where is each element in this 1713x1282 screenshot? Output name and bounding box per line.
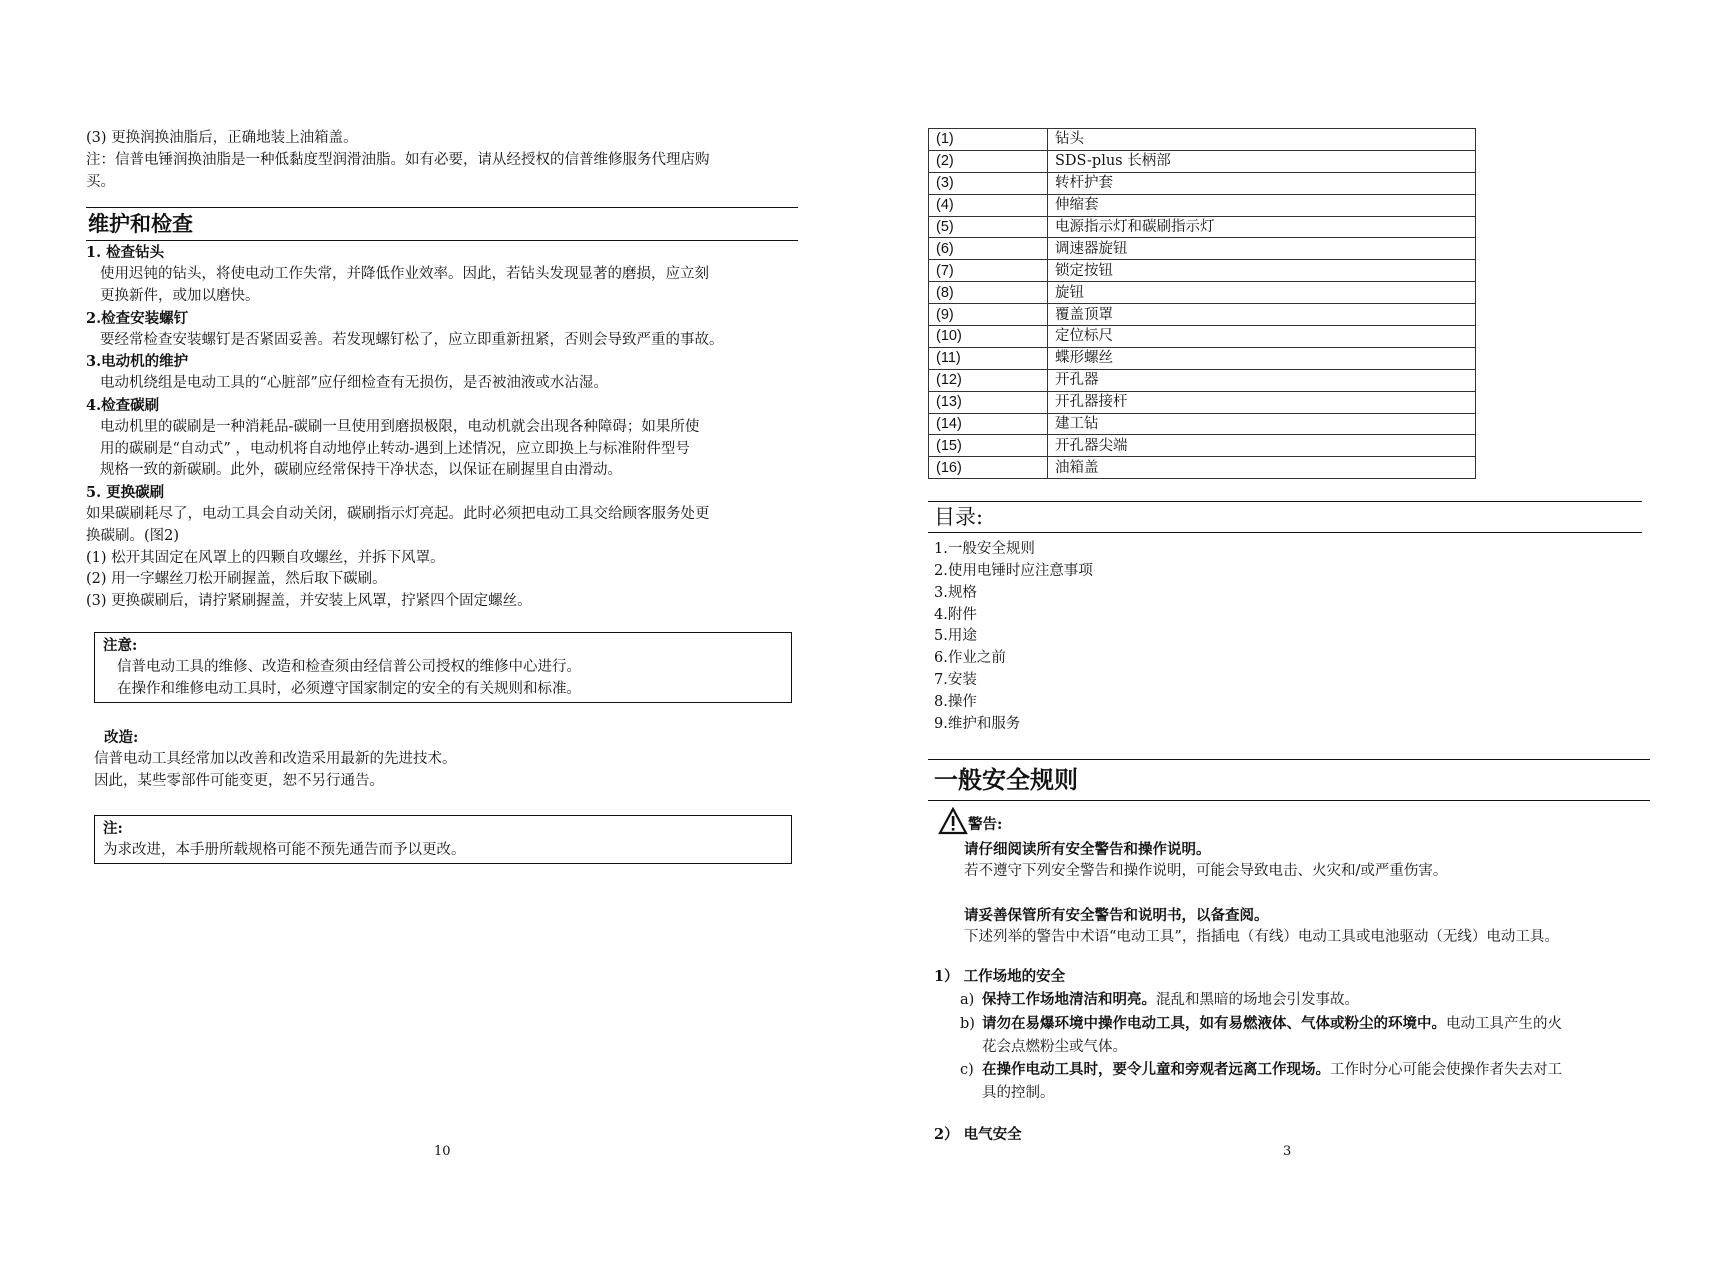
- parts-table: [928, 128, 1476, 479]
- intro-line: 买。: [86, 173, 115, 190]
- item-line: 使用迟钝的钻头，将使电动工作失常，并降低作业效率。因此，若钻头发现显著的磨损，应立刻: [100, 266, 709, 283]
- replace-line: 换碳刷。(图2): [86, 527, 180, 544]
- notice-box: [94, 632, 792, 703]
- part-name: 旋钮: [1048, 282, 1476, 304]
- table-row: [929, 216, 1476, 238]
- part-name: 油箱盖: [1048, 457, 1476, 479]
- item-line: 电动机里的碳刷是一种消耗品-碳刷一旦使用到磨损极限，电动机就会出现各种障碍；如果所使: [100, 418, 700, 435]
- part-name: 调速器旋钮: [1048, 238, 1476, 260]
- page-number-right: 3: [1283, 1144, 1292, 1159]
- toc-item: 9.维护和服务: [934, 715, 1021, 732]
- item-line: 电动机绕组是电动工具的“心脏部”应仔细检查有无损伤，是否被油液或水沾湿。: [100, 375, 608, 392]
- part-number: (10): [929, 326, 1048, 348]
- toc-item: 2.使用电锤时应注意事项: [934, 563, 1093, 580]
- item-line: 规格一致的新碳刷。此外，碳刷应经常保持干净状态，以保证在刷握里自由滑动。: [100, 462, 622, 479]
- list-item-cont: 花会点燃粉尘或气体。: [982, 1039, 1127, 1056]
- intro-line: (3) 更换润换油脂后，正确地装上油箱盖。: [86, 130, 358, 146]
- list-item: [960, 988, 1650, 1012]
- replace-line: 如果碳刷耗尽了，电动工具会自动关闭，碳刷指示灯亮起。此时必须把电动工具交给顾客服务处更: [86, 505, 710, 522]
- list-item-cont: 具的控制。: [982, 1085, 1055, 1102]
- part-number: (16): [929, 457, 1048, 479]
- toc-list: [928, 539, 1642, 735]
- part-number: (2): [929, 150, 1048, 172]
- modification-block: [94, 727, 798, 792]
- work-items: [934, 988, 1650, 1104]
- item-line: 要经常检查安装螺钉是否紧固妥善。若发现螺钉松了，应立即重新扭紧，否则会导致严重的事故。: [100, 331, 724, 348]
- list-item-text: 混乱和黑暗的场地会引发事故。: [1156, 992, 1359, 1009]
- safety-block: [928, 759, 1650, 1146]
- part-number: (6): [929, 238, 1048, 260]
- list-item-label: b): [960, 1016, 975, 1033]
- part-name: 开孔器接杆: [1048, 391, 1476, 413]
- table-row: [929, 150, 1476, 172]
- replace-line: (2) 用一字螺丝刀松开刷握盖，然后取下碳刷。: [86, 571, 387, 588]
- part-name: 锁定按钮: [1048, 260, 1476, 282]
- table-row: [929, 194, 1476, 216]
- item-heading: 5. 更换碳刷: [86, 484, 165, 502]
- warning-bold-line: 请妥善保管所有安全警告和说明书，以备查阅。: [964, 906, 1269, 924]
- part-number: (9): [929, 304, 1048, 326]
- part-number: (1): [929, 129, 1048, 151]
- left-page: [86, 128, 798, 864]
- list-item-label: c): [960, 1062, 974, 1079]
- safety-rule-bottom: [928, 800, 1650, 801]
- table-row: [929, 347, 1476, 369]
- part-name: 钻头: [1048, 129, 1476, 151]
- section-title: 维护和检查: [88, 211, 193, 237]
- item-heading: 1. 检查钻头: [86, 244, 165, 262]
- modification-line: 信普电动工具经常加以改善和改造采用最新的先进技术。: [94, 751, 457, 768]
- part-name: SDS-plus 长柄部: [1048, 150, 1476, 172]
- table-row: [929, 260, 1476, 282]
- table-row: [929, 457, 1476, 479]
- part-number: (15): [929, 435, 1048, 457]
- item-line: 更换新件，或加以磨快。: [100, 287, 260, 304]
- table-row: [929, 304, 1476, 326]
- part-name: 建工钻: [1048, 413, 1476, 435]
- modification-line: 因此，某些零部件可能变更，恕不另行通告。: [94, 772, 384, 789]
- toc-item: 7.安装: [934, 672, 977, 689]
- table-row: [929, 282, 1476, 304]
- replace-line: (3) 更换碳刷后，请拧紧刷握盖，并安装上风罩，拧紧四个固定螺丝。: [86, 593, 532, 610]
- part-name: 开孔器尖端: [1048, 435, 1476, 457]
- modification-title: 改造:: [104, 729, 139, 747]
- table-row: [929, 391, 1476, 413]
- part-name: 开孔器: [1048, 369, 1476, 391]
- list-item-label: a): [960, 992, 975, 1009]
- warning-bold-line: 请仔细阅读所有安全警告和操作说明。: [964, 841, 1211, 859]
- part-name: 转杆护套: [1048, 172, 1476, 194]
- replace-line: (1) 松开其固定在风罩上的四颗自攻螺丝，并拆下风罩。: [86, 549, 445, 566]
- electric-title: 2） 电气安全: [934, 1126, 1022, 1144]
- list-item-bold: 保持工作场地清洁和明亮。: [982, 991, 1156, 1009]
- note-line: 为求改进，本手册所载规格可能不预先通告而予以更改。: [103, 841, 466, 858]
- list-item-text: 工作时分心可能会使操作者失去对工: [1330, 1062, 1562, 1079]
- part-name: 电源指示灯和碳刷指示灯: [1048, 216, 1476, 238]
- part-number: (14): [929, 413, 1048, 435]
- toc-block: [928, 501, 1642, 735]
- item-heading: 4.检查碳刷: [86, 396, 160, 414]
- toc-item: 8.操作: [934, 693, 977, 710]
- notice-title: 注意:: [103, 636, 138, 654]
- warning-label: 警告:: [968, 816, 1003, 834]
- warning-line: 若不遵守下列安全警告和操作说明，可能会导致电击、火灾和/或严重伤害。: [964, 863, 1448, 880]
- warning-line: 下述列举的警告中术语“电动工具”，指插电（有线）电动工具或电池驱动（无线）电动工具。: [964, 928, 1559, 945]
- part-number: (5): [929, 216, 1048, 238]
- right-page: [928, 128, 1650, 1146]
- part-number: (8): [929, 282, 1048, 304]
- toc-item: 5.用途: [934, 628, 977, 645]
- toc-item: 1.一般安全规则: [934, 541, 1035, 558]
- note-box: [94, 815, 792, 865]
- list-item-text: 电动工具产生的火: [1446, 1016, 1562, 1033]
- list-item: [960, 1012, 1650, 1036]
- part-number: (13): [929, 391, 1048, 413]
- table-row: [929, 369, 1476, 391]
- intro-line: 注：信普电锤润换油脂是一种低黏度型润滑油脂。如有必要，请从经授权的信普维修服务代理店购: [86, 151, 710, 168]
- part-name: 定位标尺: [1048, 326, 1476, 348]
- item-heading: 2.检查安装螺钉: [86, 309, 189, 327]
- list-item-bold: 请勿在易爆环境中操作电动工具，如有易燃液体、气体或粉尘的环境中。: [982, 1015, 1446, 1033]
- table-row: [929, 238, 1476, 260]
- toc-title: 目录:: [934, 505, 984, 530]
- toc-item: 6.作业之前: [934, 650, 1006, 667]
- notice-line: 在操作和维修电动工具时，必须遵守国家制定的安全的有关规则和标准。: [117, 680, 581, 697]
- section-rule-bottom: [86, 240, 798, 241]
- item-heading: 3.电动机的维护: [86, 353, 189, 371]
- list-item: [960, 1058, 1650, 1082]
- toc-item: 3.规格: [934, 584, 977, 601]
- table-row: [929, 129, 1476, 151]
- part-number: (3): [929, 172, 1048, 194]
- page-number-left: 10: [434, 1144, 451, 1159]
- table-row: [929, 326, 1476, 348]
- note-title: 注:: [103, 819, 123, 837]
- toc-item: 4.附件: [934, 606, 977, 623]
- table-row: [929, 435, 1476, 457]
- table-row: [929, 172, 1476, 194]
- notice-line: 信普电动工具的维修、改造和检查须由经信普公司授权的维修中心进行。: [117, 658, 581, 675]
- part-number: (7): [929, 260, 1048, 282]
- part-number: (4): [929, 194, 1048, 216]
- warning-heading: [938, 807, 1650, 839]
- part-name: 覆盖顶罩: [1048, 304, 1476, 326]
- warning-triangle-icon: [938, 807, 968, 835]
- list-item-bold: 在操作电动工具时，要令儿童和旁观者远离工作现场。: [982, 1061, 1330, 1079]
- part-name: 伸缩套: [1048, 194, 1476, 216]
- part-name: 蝶形螺丝: [1048, 347, 1476, 369]
- table-row: [929, 413, 1476, 435]
- part-number: (11): [929, 347, 1048, 369]
- part-number: (12): [929, 369, 1048, 391]
- work-area-title: 1） 工作场地的安全: [934, 968, 1066, 986]
- toc-rule-bottom: [928, 532, 1642, 533]
- safety-title: 一般安全规则: [934, 765, 1078, 795]
- item-line: 用的碳刷是“自动式” ，电动机将自动地停止转动-遇到上述情况，应立即换上与标准附件型号: [100, 440, 690, 457]
